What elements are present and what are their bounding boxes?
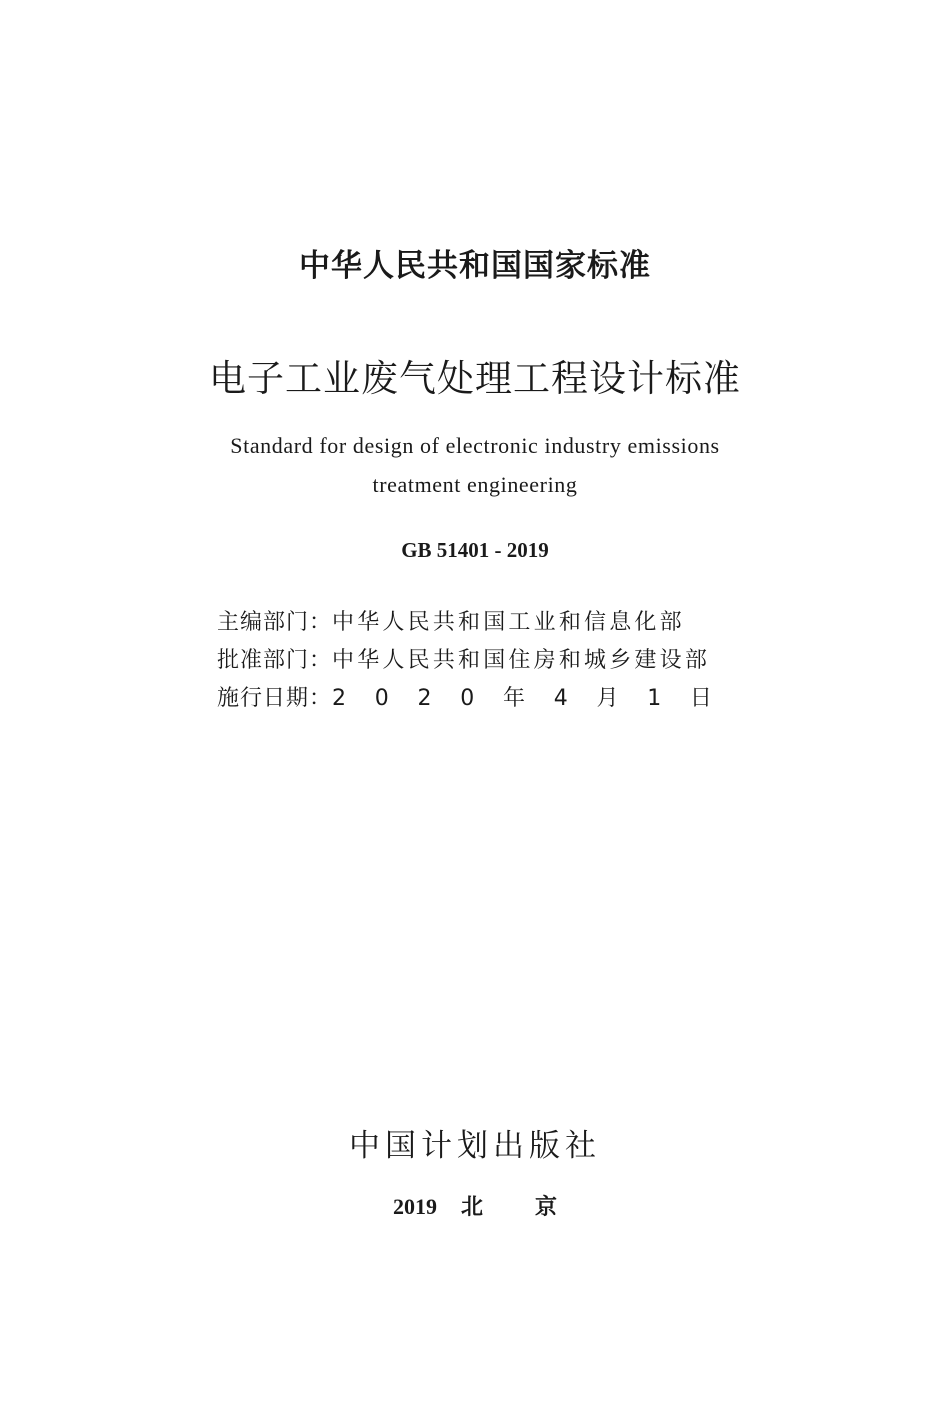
national-standard-label: 中华人民共和国国家标准 xyxy=(299,248,651,284)
imprint-city-part2: 京 xyxy=(535,1194,558,1219)
editor-label: 主编部门： xyxy=(217,610,333,635)
date-char: 0 xyxy=(374,686,389,711)
effective-date-value xyxy=(332,680,712,718)
publisher-name: 中国计划出版社 xyxy=(349,1128,601,1164)
approver-row xyxy=(217,642,737,680)
date-char: 1 xyxy=(647,686,662,711)
approver-label: 批准部门： xyxy=(217,648,333,673)
effective-date-label: 施行日期： xyxy=(217,686,333,711)
date-char: 月 xyxy=(596,686,619,711)
editor-value: 中华人民共和国工业和信息化部 xyxy=(332,610,685,635)
standard-code: GB 51401 - 2019 xyxy=(401,538,549,562)
date-char: 0 xyxy=(460,686,475,711)
editor-row xyxy=(217,604,737,642)
approver-value: 中华人民共和国住房和城乡建设部 xyxy=(332,648,711,673)
imprint-year: 2019 xyxy=(392,1194,437,1219)
effective-date-row xyxy=(217,680,737,718)
date-char: 2 xyxy=(332,686,347,711)
imprint-line xyxy=(0,1190,950,1221)
standard-info-block xyxy=(217,604,737,718)
standard-title-chinese: 电子工业废气处理工程设计标准 xyxy=(209,357,741,400)
date-char: 4 xyxy=(553,686,568,711)
standard-title-english-line2: treatment engineering xyxy=(372,472,578,497)
date-char: 2 xyxy=(417,686,432,711)
standard-title-english-line1: Standard for design of electronic industry emissions xyxy=(230,433,720,458)
date-char: 年 xyxy=(502,686,525,711)
imprint-city-part1: 北 xyxy=(460,1194,483,1219)
date-char: 日 xyxy=(689,686,712,711)
